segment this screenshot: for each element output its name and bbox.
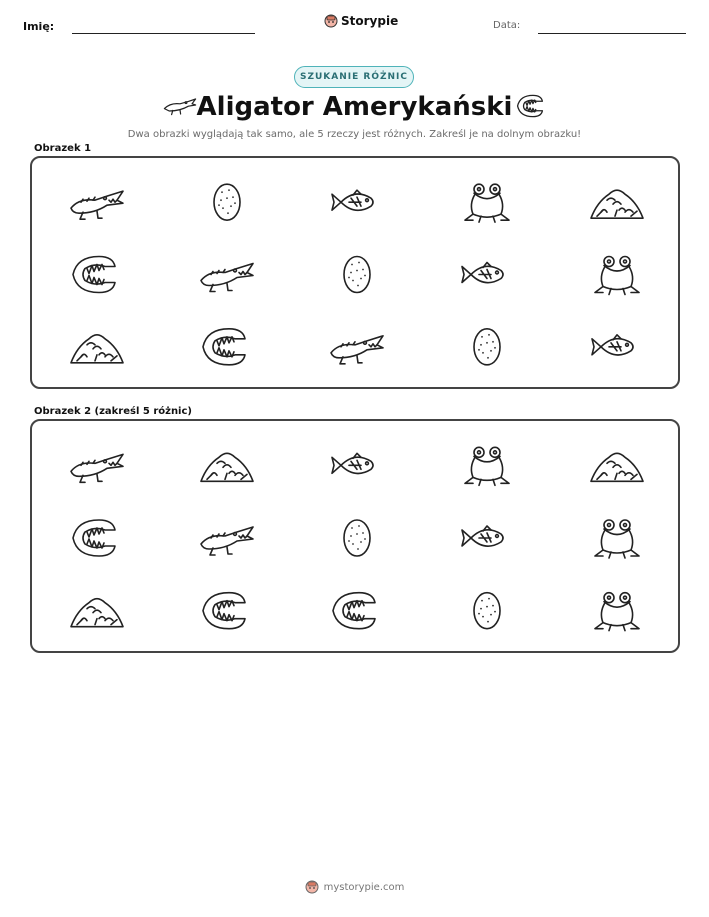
alligator-icon[interactable] (71, 454, 123, 482)
frog-icon (595, 257, 639, 295)
egg-icon (214, 184, 240, 220)
jaws-icon[interactable] (333, 593, 375, 629)
storypie-mascot-icon (305, 880, 319, 894)
fish-icon (592, 335, 633, 355)
brand-name: Storypie (341, 14, 399, 28)
brand-logo (324, 14, 398, 28)
footer (0, 880, 709, 894)
egg-icon[interactable] (474, 593, 500, 629)
picture1-grid (32, 158, 682, 391)
frog-icon[interactable] (465, 447, 509, 485)
alligator-icon (71, 191, 123, 219)
leaf-pile-icon[interactable] (201, 453, 253, 481)
picture2-label: Obrazek 2 (zakreśl 5 różnic) (34, 406, 192, 417)
leaf-pile-icon (591, 190, 643, 218)
leaf-pile-icon[interactable] (71, 599, 123, 627)
picture2-grid[interactable] (32, 421, 682, 655)
frog-icon (465, 184, 509, 222)
jaws-icon (515, 93, 545, 119)
fish-icon (332, 190, 373, 210)
jaws-icon[interactable] (203, 593, 245, 629)
date-line[interactable] (538, 33, 686, 34)
activity-badge: SZUKANIE RÓŻNIC (294, 66, 414, 88)
leaf-pile-icon[interactable] (591, 453, 643, 481)
picture1-panel (30, 156, 680, 389)
fish-icon[interactable] (332, 453, 373, 473)
frog-icon[interactable] (595, 520, 639, 558)
leaf-pile-icon (71, 335, 123, 363)
frog-icon[interactable] (595, 593, 639, 631)
jaws-icon (203, 329, 245, 365)
date-label: Data: (493, 20, 521, 31)
jaws-icon (73, 257, 115, 293)
name-label: Imię: (23, 20, 55, 33)
picture2-panel (30, 419, 680, 653)
egg-icon (474, 329, 500, 365)
page-title: Aligator Amerykański (196, 92, 513, 122)
jaws-icon[interactable] (73, 520, 115, 556)
footer-url: mystorypie.com (323, 881, 405, 893)
egg-icon (344, 257, 370, 293)
name-line[interactable] (72, 33, 255, 34)
storypie-mascot-icon (324, 14, 338, 28)
alligator-icon[interactable] (201, 527, 253, 555)
instructions-text: Dwa obrazki wyglądają tak samo, ale 5 rzeczy jest różnych. Zakreśl je na dolnym obrazku! (127, 129, 582, 140)
fish-icon[interactable] (462, 526, 503, 546)
alligator-icon (201, 264, 253, 292)
fish-icon (462, 263, 503, 283)
picture1-label: Obrazek 1 (34, 143, 92, 154)
alligator-icon (331, 336, 383, 364)
egg-icon[interactable] (344, 520, 370, 556)
